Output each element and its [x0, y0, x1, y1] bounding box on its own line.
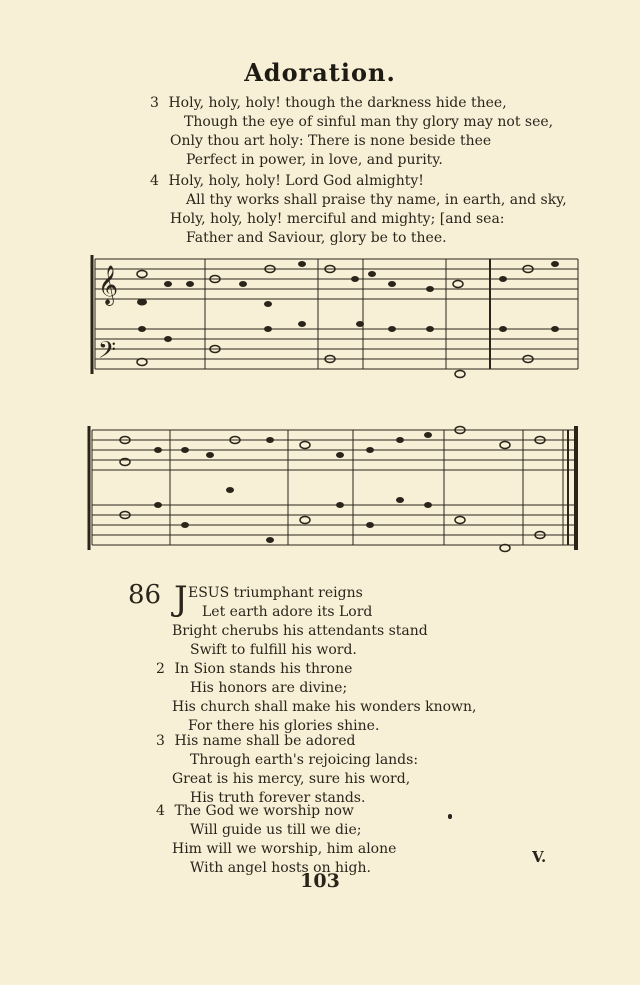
verse-line: Let earth adore its Lord	[202, 604, 373, 620]
verse-line: His honors are divine;	[190, 680, 348, 696]
system-1-bass-staff	[95, 329, 578, 369]
verse-number: 3	[150, 95, 159, 111]
hymn-verse-1-cont	[172, 622, 428, 660]
hymn-number: 86	[128, 580, 162, 610]
verse-line: 2 In Sion stands his throne	[156, 661, 353, 677]
verse-line: Bright cherubs his attendants stand	[172, 623, 428, 639]
verse-line: Great is his mercy, sure his word,	[172, 771, 411, 787]
verse-line: Holy, holy, holy! merciful and mighty; [and sea:	[170, 211, 505, 227]
verse-line: Though the eye of sinful man thy glory may not see,	[184, 114, 554, 130]
verse-line: 4 Holy, holy, holy! Lord God almighty!	[150, 173, 424, 189]
verse-line: With angel hosts on high.	[190, 860, 371, 876]
treble-clef-icon: 𝄞	[98, 265, 119, 305]
verse-line: Perfect in power, in love, and purity.	[186, 152, 443, 168]
notes-system-1	[137, 261, 559, 378]
verse-line: All thy works shall praise thy name, in earth, and sky,	[186, 192, 567, 208]
verse-line: For there his glories shine.	[188, 718, 380, 734]
verse-line: His truth forever stands.	[190, 790, 366, 806]
hymn-verse-3	[156, 732, 418, 808]
verse-number: 4	[150, 173, 159, 189]
hymn-verse-4	[156, 802, 396, 878]
verse-line: Will guide us till we die;	[190, 822, 362, 838]
verse-line: Through earth's rejoicing lands:	[190, 752, 419, 768]
system-2-treble-staff	[92, 430, 578, 470]
verse-number: 4	[156, 803, 165, 819]
hymn-verse-1	[188, 584, 372, 622]
page-number: 103	[300, 870, 340, 892]
verse-line: ESUS triumphant reigns	[188, 585, 363, 601]
verse-line: Swift to fulfill his word.	[190, 642, 357, 658]
notes-system-2	[120, 427, 545, 552]
bass-clef-icon: 𝄢	[98, 336, 117, 369]
verse-line: 3 His name shall be adored	[156, 733, 356, 749]
ink-speck	[448, 814, 452, 819]
hymn-verse-2	[156, 660, 477, 736]
verse-line: 4 The God we worship now	[156, 803, 354, 819]
verse-line: Father and Saviour, glory be to thee.	[186, 230, 447, 246]
verse-line: 3 Holy, holy, holy! though the darkness hide thee,	[150, 95, 507, 111]
verse-number: 2	[156, 661, 165, 677]
verse-line: Only thou art holy: There is none beside thee	[170, 133, 492, 149]
system-2-bass-staff	[92, 505, 578, 545]
author-initial: V.	[532, 848, 547, 866]
verse-number: 3	[156, 733, 165, 749]
verse-line: His church shall make his wonders known,	[172, 699, 477, 715]
page-title: Adoration.	[244, 58, 396, 87]
drop-cap: J	[174, 579, 188, 619]
verse-line: Him will we worship, him alone	[172, 841, 397, 857]
